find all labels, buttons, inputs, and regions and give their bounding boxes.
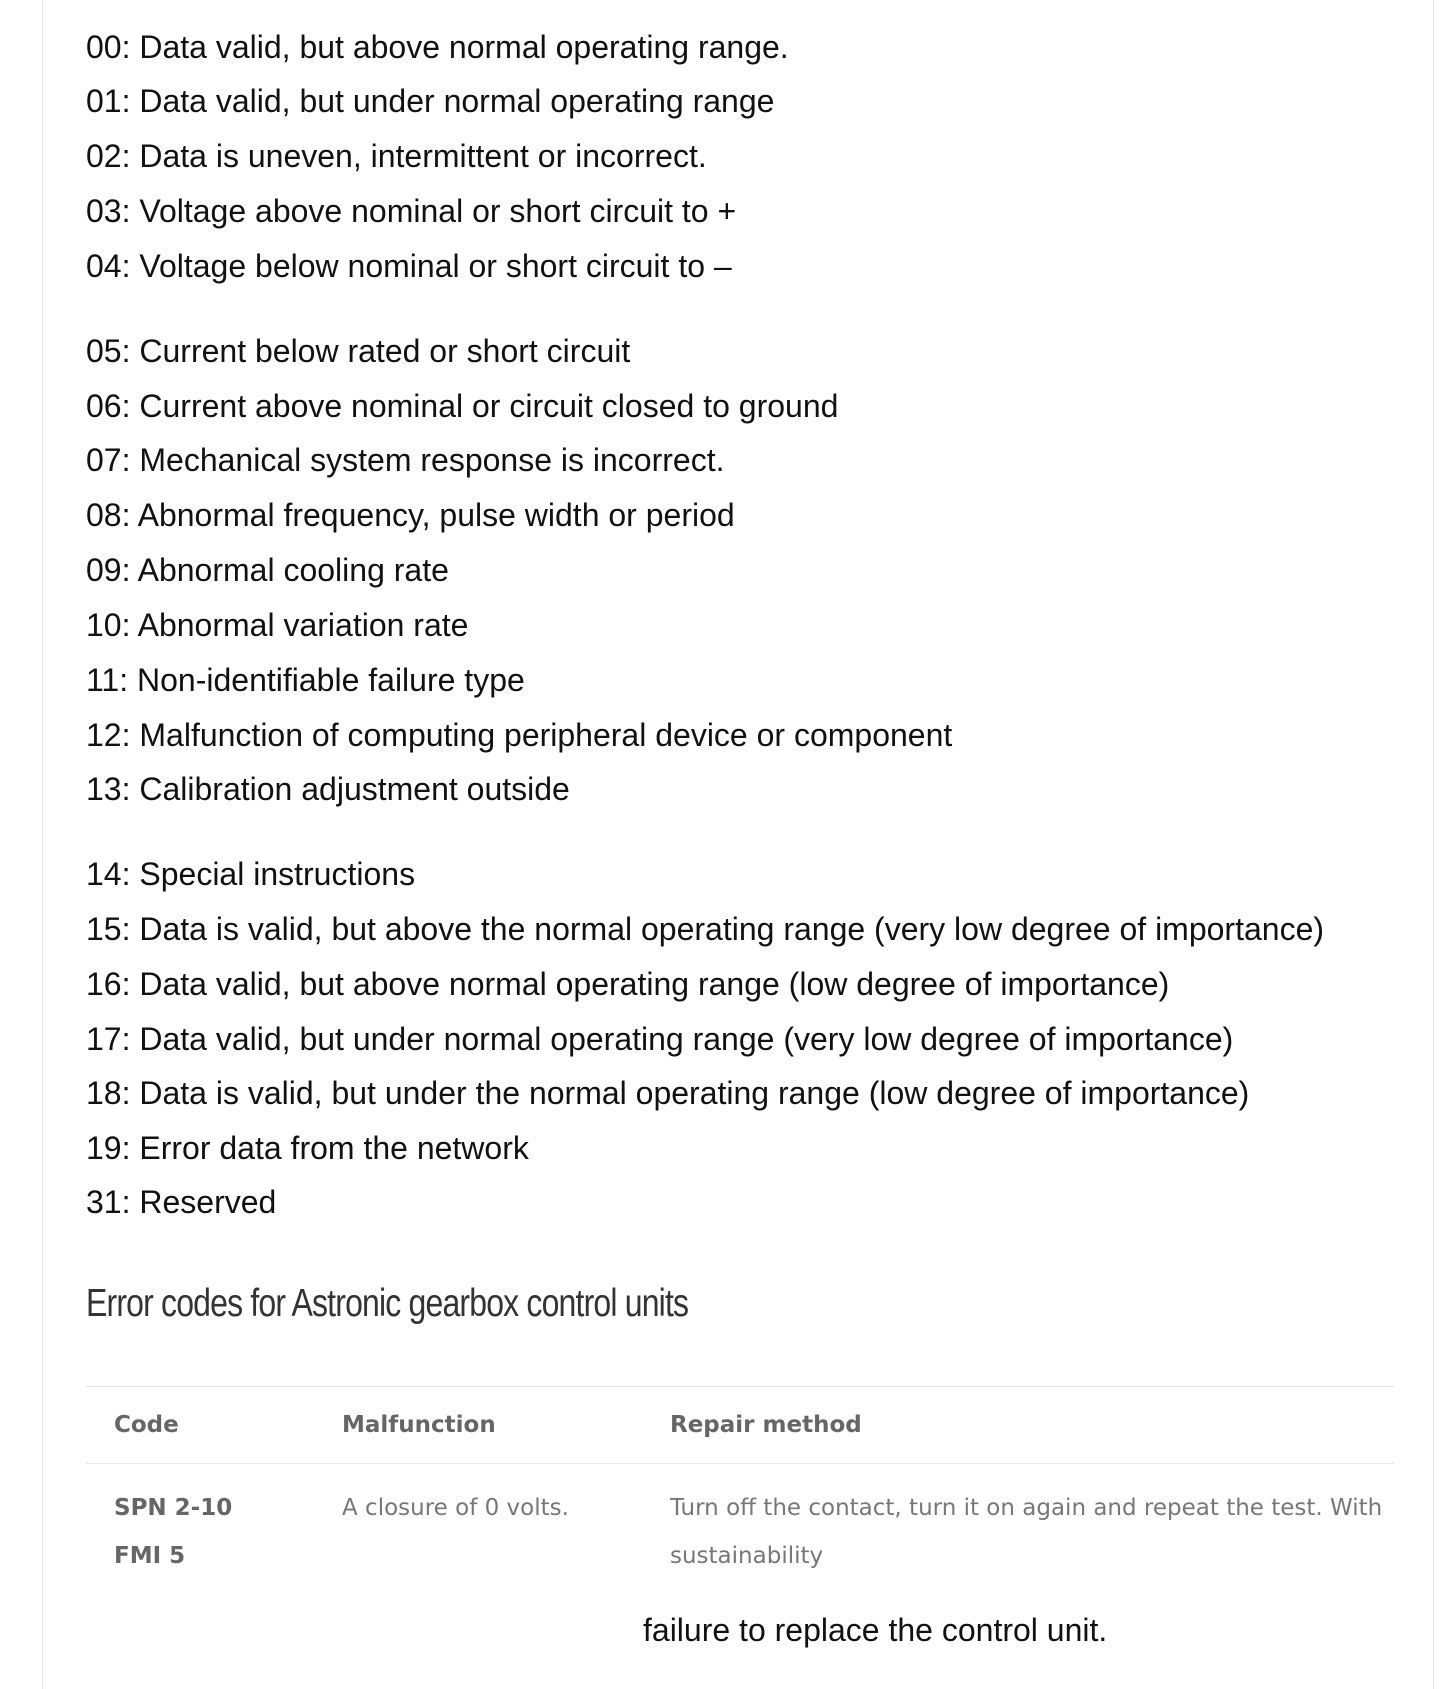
table-row (86, 1464, 1394, 1581)
code-cell (86, 1464, 314, 1581)
fmi-item: 15: Data is valid, but above the normal operating range (very low degree of importance) (86, 911, 1325, 947)
fmi-item: 08: Abnormal frequency, pulse width or period (86, 497, 735, 533)
fmi-item: 31: Reserved (86, 1184, 277, 1220)
fmi-item: 18: Data is valid, but under the normal operating range (low degree of importance) (86, 1075, 1250, 1111)
column-header-repair-method: Repair method (670, 1412, 862, 1438)
fmi-item: 16: Data valid, but above normal operating range (low degree of importance) (86, 966, 1170, 1002)
fmi-item: 07: Mechanical system response is incorrect. (86, 442, 725, 478)
fmi-item: 12: Malfunction of computing peripheral device or component (86, 717, 953, 753)
section-heading: Error codes for Astronic gearbox control units (86, 1282, 689, 1325)
fmi-item: 14: Special instructions (86, 856, 416, 892)
fmi-item: 01: Data valid, but under normal operating range (86, 83, 775, 119)
fmi-item: 13: Calibration adjustment outside (86, 771, 570, 807)
fmi-item: 09: Abnormal cooling rate (86, 552, 449, 588)
column-header-code: Code (114, 1412, 179, 1438)
fmi-item: 00: Data valid, but above normal operating range. (86, 29, 789, 65)
malfunction-cell: A closure of 0 volts. (342, 1495, 569, 1521)
column-header-malfunction: Malfunction (342, 1412, 496, 1438)
table-header (86, 1387, 1394, 1464)
fmi-item: 04: Voltage below nominal or short circuit to – (86, 248, 732, 284)
table-body (86, 1464, 1394, 1581)
fmi-item: 19: Error data from the network (86, 1130, 529, 1166)
fmi-item: 03: Voltage above nominal or short circuit to + (86, 193, 737, 229)
fmi-item: 05: Current below rated or short circuit (86, 333, 631, 369)
fmi-item: 11: Non-identifiable failure type (86, 662, 525, 698)
repair-method-cell: Turn off the contact, turn it on again and repeat the test. With sustainability (670, 1495, 1383, 1569)
error-codes-table (86, 1386, 1394, 1580)
fmi-item: 17: Data valid, but under normal operating range (very low degree of importance) (86, 1021, 1234, 1057)
code-spn: SPN 2-10 (114, 1495, 233, 1521)
table-header-row (86, 1387, 1394, 1464)
repair-method-continuation: failure to replace the control unit. (643, 1612, 1108, 1648)
fmi-item: 02: Data is uneven, intermittent or incorrect. (86, 138, 707, 174)
fmi-item: 06: Current above nominal or circuit closed to ground (86, 388, 839, 424)
fmi-item: 10: Abnormal variation rate (86, 607, 469, 643)
code-fmi: FMI 5 (114, 1543, 186, 1569)
